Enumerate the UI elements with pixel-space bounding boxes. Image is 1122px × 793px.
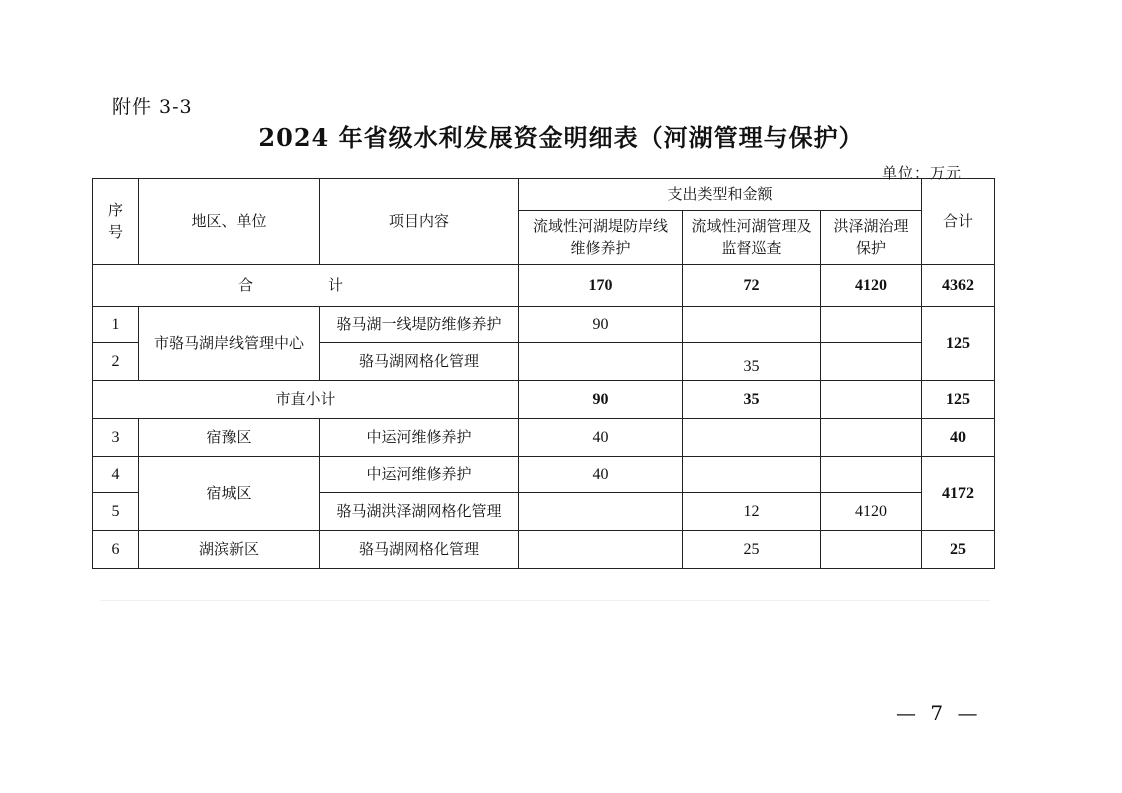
row-project: 骆马湖一线堤防维修养护 [320,307,519,343]
city-subtotal-c3 [821,381,922,419]
city-subtotal-label: 市直小计 [93,381,519,419]
row-region: 宿豫区 [139,419,320,457]
header-seq-char-1: 序 [107,200,123,219]
row-seq: 2 [93,343,139,381]
row-total: 40 [922,419,995,457]
bleed-through-divider [100,600,990,661]
header-hongze-lake: 洪泽湖治理保护 [821,211,922,265]
row-total: 125 [922,307,995,381]
row-seq: 1 [93,307,139,343]
table-row [93,307,995,343]
page-title: 2024 年省级水利发展资金明细表（河湖管理与保护） [258,123,864,152]
row-c1 [519,531,683,569]
row-c2: 35 [683,343,821,381]
header-embankment-maintenance: 流域性河湖堤防岸线维修养护 [519,211,683,265]
row-c1: 90 [519,307,683,343]
table-row [93,419,995,457]
header-seq-char-2: 号 [107,222,123,241]
row-c3 [821,457,922,493]
header-region: 地区、单位 [139,179,320,265]
grand-total-sum: 4362 [922,265,995,307]
city-subtotal-c2: 35 [683,381,821,419]
row-region: 宿城区 [139,457,320,531]
table-row [93,457,995,493]
row-c3: 4120 [821,493,922,531]
row-total: 25 [922,531,995,569]
row-c2 [683,419,821,457]
header-expense-group: 支出类型和金额 [519,179,922,211]
funding-detail-table [92,178,995,569]
row-project: 骆马湖网格化管理 [320,343,519,381]
attachment-label: 附件 3-3 [112,96,193,118]
row-region: 市骆马湖岸线管理中心 [139,307,320,381]
row-project: 骆马湖网格化管理 [320,531,519,569]
row-seq: 6 [93,531,139,569]
row-region: 湖滨新区 [139,531,320,569]
table-row [93,531,995,569]
row-project: 中运河维修养护 [320,419,519,457]
row-c1: 40 [519,457,683,493]
row-c1 [519,343,683,381]
header-total: 合计 [922,179,995,265]
header-project: 项目内容 [320,179,519,265]
row-project: 骆马湖洪泽湖网格化管理 [320,493,519,531]
grand-total-c1: 170 [519,265,683,307]
row-c2: 25 [683,531,821,569]
row-c3 [821,343,922,381]
row-c3 [821,531,922,569]
row-c1 [519,493,683,531]
header-seq [93,179,139,265]
row-c2 [683,307,821,343]
city-subtotal-row [93,381,995,419]
row-seq: 5 [93,493,139,531]
header-management-inspection: 流域性河湖管理及监督巡查 [683,211,821,265]
grand-total-c3: 4120 [821,265,922,307]
row-c2: 12 [683,493,821,531]
row-seq: 4 [93,457,139,493]
row-c2 [683,457,821,493]
row-c1: 40 [519,419,683,457]
city-subtotal-total: 125 [922,381,995,419]
unit-label: 单位：万元 [881,164,962,182]
row-project: 中运河维修养护 [320,457,519,493]
grand-total-c2: 72 [683,265,821,307]
page-number: — 7 — [896,701,982,725]
row-c3 [821,307,922,343]
row-c3 [821,419,922,457]
grand-total-label: 合 计 [93,265,519,307]
city-subtotal-c1: 90 [519,381,683,419]
row-total: 4172 [922,457,995,531]
row-seq: 3 [93,419,139,457]
